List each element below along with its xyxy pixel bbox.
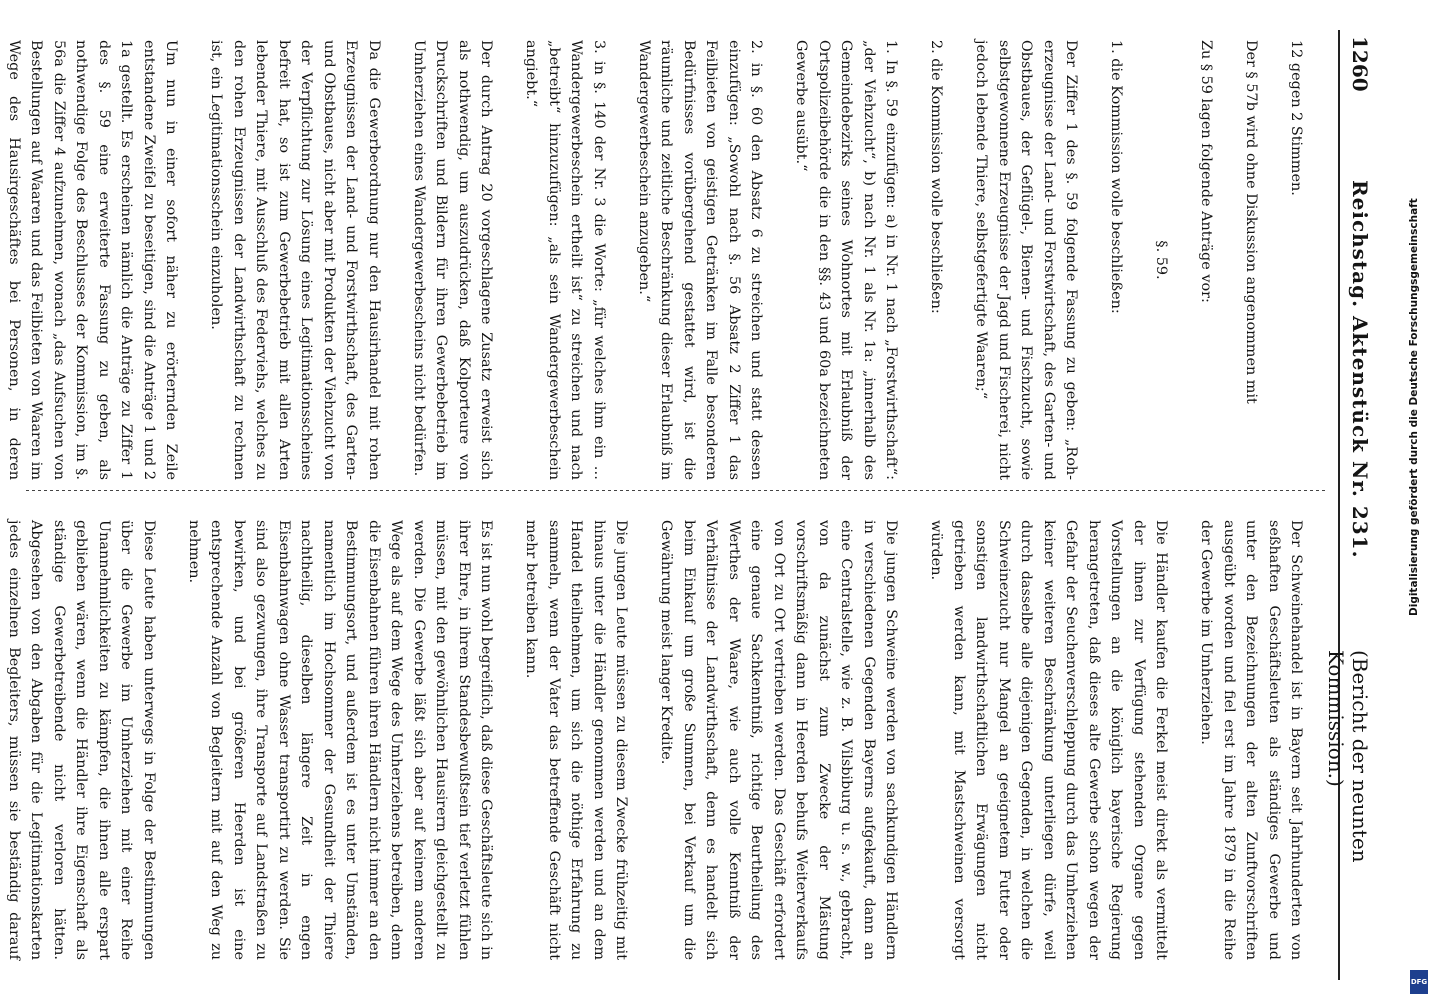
left-column <box>6 40 1330 480</box>
paragraph: Die jungen Leute müssen zu diesem Zwecke frühzeitig mit hinaus unter die Händler genommen werden und an dem Handel theilnehmen, um sich die nöthige Erfahrung zu sammeln, wenn der Vater das betreffende Geschäft nicht mehr betreiben kann. <box>523 520 630 960</box>
paragraph: Zu § 59 lagen folgende Anträge vor: <box>1198 40 1215 303</box>
paragraph: Die Händler kaufen die Ferkel meist direkt als vermittelt der ihnen zur Verfügung stehenden Organe gegen Vorstellungen an die königlich bayerische Regierung herangetreten, daß dieses alte Gewerbe schon wegen der Gefahr der Seuchenverschleppung durch das Umherziehen keiner weiteren Beschränkung unterliegen dürfe, weil durch dasselbe alle diejenigen Gegenden, in welchen die Schweinezucht nur Mangel an geeignetem Futter oder sonstigen landwirthschaftlichen Erwägungen nicht getrieben werden kann, mit Mastschweinen versorgt würden. <box>928 520 1170 960</box>
page-number: 1260 <box>1348 36 1372 92</box>
column-divider <box>25 490 1325 491</box>
right-column <box>6 520 1330 960</box>
paragraph: 12 gegen 2 Stimmen. <box>1288 40 1305 196</box>
paragraph: Diese Leute haben unterwegs in Folge der Bestimmungen über die Gewerbe im Umherziehen mit einer Reihe Unannehmlichkeiten zu kämpfen, die ihnen alle erspart geblieben wären, wenn die Händler ihre Eigenschaft als ständige Gewerbetreibende nicht verloren hätten. Abgesehen von den Abgaben für die Legitimationskarten jedes einzelnen Begleiters, müssen sie beständig darauf <box>6 520 157 960</box>
page-header <box>1324 30 1380 980</box>
page-title: Reichstag. Aktenstück Nr. 231. <box>1348 180 1372 559</box>
paragraph: 3. in §. 140 der Nr. 3 die Worte: „für welches ihm ein … Wandergewerbeschein ertheilt ist“ zu streichen und nach „betreibt“ hinzuzufügen: „als sein Wandergewerbeschein angiebt.“ <box>523 40 607 480</box>
paragraph: 1. die Kommission wolle beschließen: <box>1108 40 1125 314</box>
paragraph: Die jungen Schweine werden von sachkundigen Händlern in verschiedenen Gegenden Bayerns aufgekauft, dann an eine Centralstelle, wie z. B. Vilsbiburg u. s. w., gebracht, von da zunächst zum Zwecke der Mästung vorschriftsmäßig dann in Heerden behufs Weiterverkaufs von Ort zu Ort vertrieben werden. Das Geschäft erfordert eine genaue Sachkenntniß, richtige Beurtheilung des Werthes der Waare, wie auch volle Kenntniß der Verhältnisse der Landwirthschaft, denn es handelt sich beim Einkauf um große Summen, bei Verkauf um die Gewährung meist langer Kredite. <box>658 520 900 960</box>
paragraph: Da die Gewerbeordnung nur den Hausirhandel mit rohen Erzeugnissen der Land- und Forstwirthschaft, des Garten- und Obstbaues, nicht aber mit Produkten der Viehzucht von der Verpflichtung zur Lösung eines Legitimationsscheines befreit hat, so ist zum Gewerbebetrieb mit allen Arten lebender Thiere, mit Ausschluß des Federviehs, welches zu den rohen Erzeugnissen der Landwirthschaft zu rechnen ist, ein Legitimationsschein einzuholen. <box>208 40 382 480</box>
dfg-logo: DFG <box>1410 970 1428 994</box>
paragraph: 2. die Kommission wolle beschließen: <box>928 40 945 314</box>
paragraph: 1. In §. 59 einzufügen: a) in Nr. 1 nach „Forstwirthschaft“: „der Viehzucht“, b) nach Nr. 1 als Nr. 1a: „innerhalb des Gemeindebezirks seines Wohnortes mit Erlaubniß der Ortspolizeibehörde die in den §§. 43 und 60a bezeichneten Gewerbe ausübt.“ <box>793 40 900 480</box>
paragraph: Der Schweinehandel ist in Bayern seit Jahrhunderten von seßhaften Geschäftsleuten als ständiges Gewerbe und unter den Bezeichnungen der alten Zunftvorschriften ausgeübt worden und fiel erst im Jahre 1879 in die Reihe der Gewerbe im Umherziehen. <box>1198 520 1305 960</box>
paragraph: Der § 57b wird ohne Diskussion angenommen mit <box>1243 40 1260 404</box>
digitization-credit: Digitalisierung gefördert durch die Deutsche Forschungsgemeinschaft <box>1408 198 1420 616</box>
paragraph: 2. in §. 60 den Absatz 6 zu streichen und statt dessen einzufügen: „Sowohl nach §. 56 Absatz 2 Ziffer 1 das Feilbieten von geistigen Getränken im Falle besonderen Bedürfnisses vorübergehend gestattet wird, ist die räumliche und zeitliche Beschränkung dieser Erlaubniß im Wandergewerbeschein anzugeben.“ <box>636 40 765 480</box>
section-heading: §. 59. <box>1153 240 1170 280</box>
report-reference: (Bericht der neunten Kommission.) <box>1324 650 1372 863</box>
paragraph: Der Ziffer 1 des §. 59 folgende Fassung zu geben: „Roh-erzeugnisse der Land- und Forstwirtschaft, des Garten- und Obstbaues, der Geflügel-, Bienen- und Fischzucht, sowie selbstgewonnene Erzeugnisse der Jagd und Fischerei, nicht jedoch lebende Thiere, selbstgefertigte Waaren;“ <box>973 40 1080 480</box>
paragraph: Um nun in einer sofort näher zu erörternden Zeile entstandene Zweifel zu beseitigen, sind die Anträge 1 und 2 1a gestellt. Es erscheinen nämlich die Anträge zu Ziffer 1 des §. 59 eine erweiterte Fassung zu geben, als nothwendige Folge des Beschlusses der Kommission, im §. 56a die Ziffer 4 aufzunehmen, wonach „das Aufsuchen von Bestellungen auf Waaren und das Feilbieten von Waaren im Wege des Hausirgeschäftes bei Personen, in deren <box>6 40 180 480</box>
paragraph: Der durch Antrag 20 vorgeschlagene Zusatz erweist sich als nothwendig, um auszudrücken, daß Kolporteure von Druckschriften und Bildern für ihren Gewerbebetrieb im Umherziehen eines Wandergewerbescheins nicht bedürfen. <box>411 40 495 480</box>
paragraph: Es ist nun wohl begreiflich, daß diese Geschäftsleute sich in ihrer Ehre, in ihrem Standesbewußtsein tief verletzt fühlen müssen, mit den gewöhnlichen Hausirern gleichgestellt zu werden. Die Gewerbe läßt sich aber auf keinem anderen Wege als auf dem Wege des Umherziehens betreiben, denn die Eisenbahnen führen ihren Händlern nicht immer an den Bestimmungsort, und außerdem ist es unter Umständen, namentlich im Hochsommer der Gesundheit der Thiere nachtheilig, dieselben längere Zeit in engen Eisenbahnwagen ohne Wasser transportirt zu werden. Sie sind also gezwungen, ihre Transporte auf Landstraßen zu bewirken, und bei größeren Heerden ist eine entsprechende Anzahl von Begleitern mit auf den Weg zu nehmen. <box>186 520 495 960</box>
